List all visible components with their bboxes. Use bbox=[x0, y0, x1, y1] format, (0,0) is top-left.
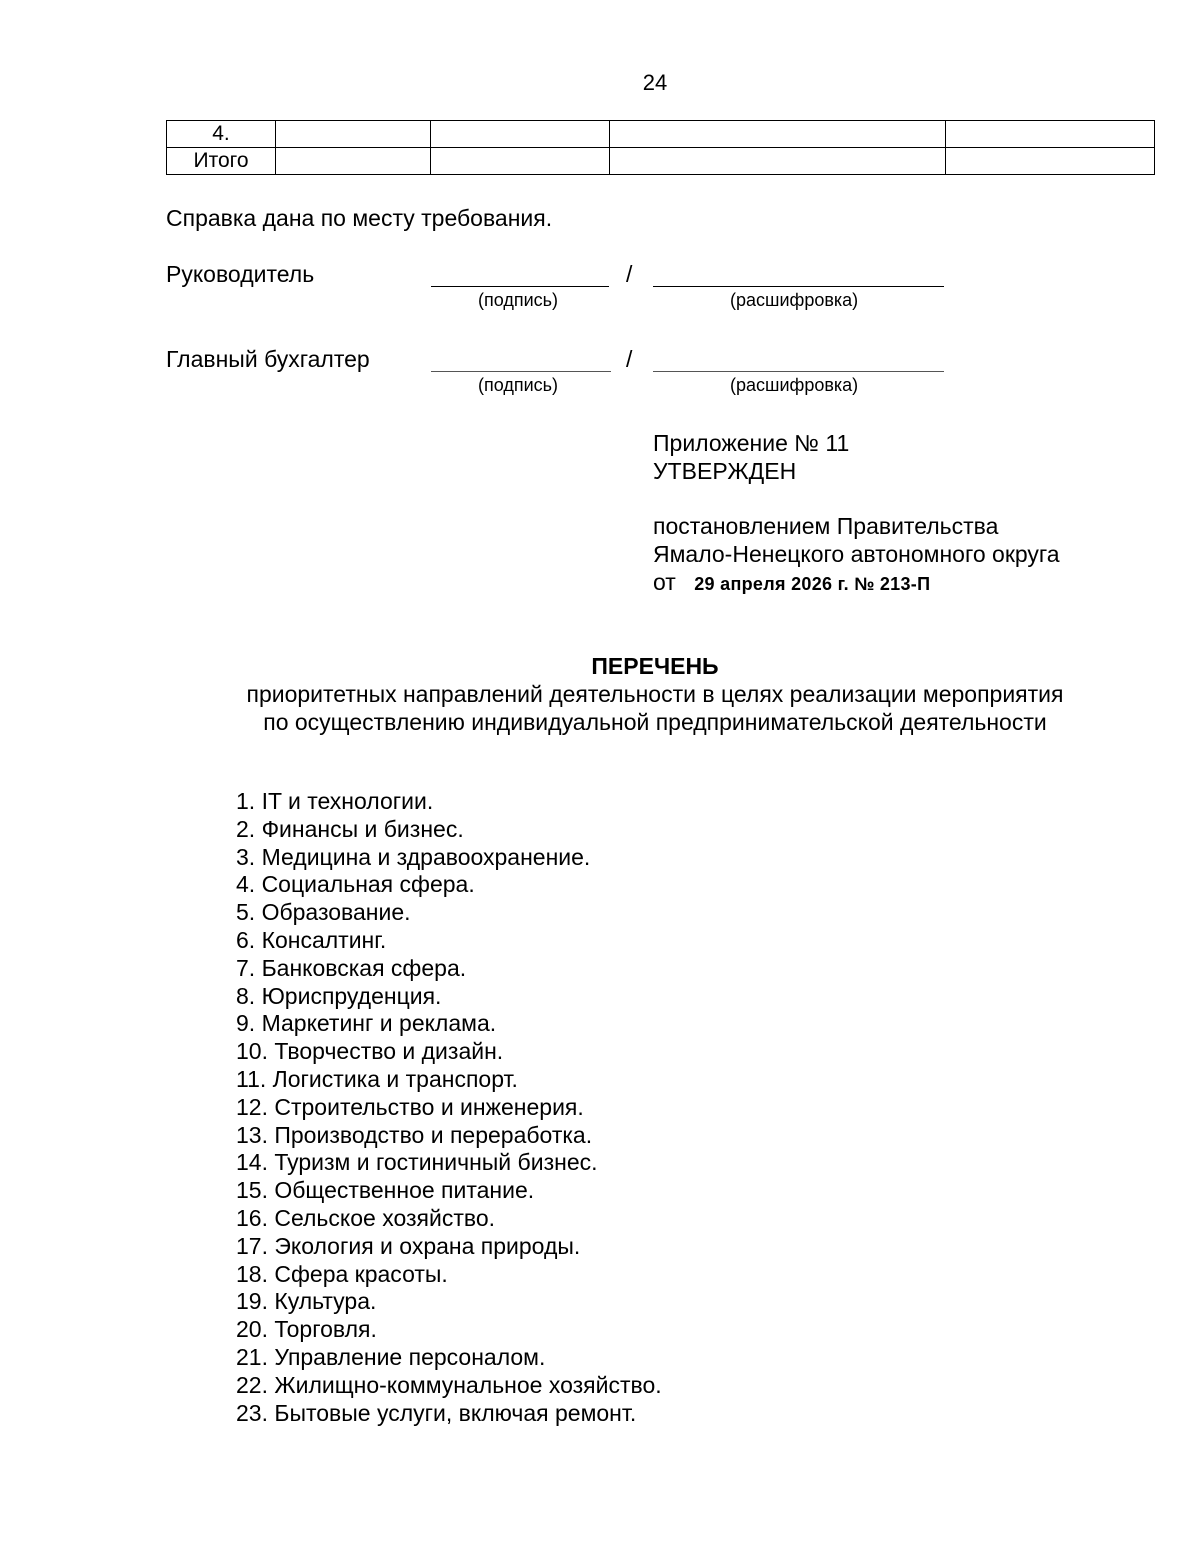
list-item: 14. Туризм и гостиничный бизнес. bbox=[236, 1149, 598, 1176]
decree-date-number: 29 апреля 2026 г. № 213-П bbox=[694, 574, 931, 594]
list-item: 5. Образование. bbox=[236, 899, 411, 926]
decree-date-line bbox=[653, 569, 930, 596]
list-item: 10. Творчество и дизайн. bbox=[236, 1038, 504, 1065]
table-cell bbox=[946, 121, 1155, 148]
list-item: 12. Строительство и инженерия. bbox=[236, 1093, 584, 1120]
list-item: 3. Медицина и здравоохранение. bbox=[236, 843, 591, 870]
list-item: 2. Финансы и бизнес. bbox=[236, 815, 464, 842]
table-cell bbox=[610, 148, 946, 175]
table-cell bbox=[276, 121, 431, 148]
decree-from-prefix: от bbox=[653, 569, 676, 595]
signature-line bbox=[431, 371, 611, 372]
list-item: 9. Маркетинг и реклама. bbox=[236, 1010, 497, 1037]
list-item: 21. Управление персоналом. bbox=[236, 1343, 546, 1370]
table-cell bbox=[276, 148, 431, 175]
signature-role-accountant: Главный бухгалтер bbox=[166, 346, 370, 372]
table-row bbox=[167, 148, 1155, 175]
list-item: 19. Культура. bbox=[236, 1288, 377, 1315]
decoding-caption: (расшифровка) bbox=[730, 375, 859, 395]
signature-separator: / bbox=[626, 261, 633, 287]
list-item: 6. Консалтинг. bbox=[236, 926, 387, 953]
signature-line bbox=[431, 286, 609, 287]
list-item: 13. Производство и переработка. bbox=[236, 1121, 593, 1148]
decoding-caption: (расшифровка) bbox=[730, 290, 859, 310]
signature-role-head: Руководитель bbox=[166, 261, 315, 287]
appendix-number: Приложение № 11 bbox=[653, 430, 850, 456]
signature-caption: (подпись) bbox=[478, 375, 559, 395]
summary-table bbox=[166, 120, 1155, 175]
document-subtitle-line-2: по осуществлению индивидуальной предпринимательской деятельности bbox=[263, 709, 1047, 735]
list-item: 20. Торговля. bbox=[236, 1316, 377, 1343]
list-item: 22. Жилищно-коммунальное хозяйство. bbox=[236, 1371, 662, 1398]
document-heading: ПЕРЕЧЕНЬ bbox=[591, 653, 719, 679]
document-title bbox=[0, 652, 1200, 736]
list-item: 7. Банковская сфера. bbox=[236, 954, 467, 981]
decoding-line bbox=[653, 371, 944, 372]
list-item: 11. Логистика и транспорт. bbox=[236, 1065, 518, 1092]
table-row bbox=[167, 121, 1155, 148]
document-subtitle-line-1: приоритетных направлений деятельности в целях реализации мероприятия bbox=[246, 681, 1064, 707]
decree-line-1: постановлением Правительства bbox=[653, 513, 999, 539]
certificate-note: Справка дана по месту требования. bbox=[166, 205, 553, 231]
table-cell: 4. bbox=[167, 121, 276, 148]
table-cell bbox=[431, 121, 610, 148]
list-item: 4. Социальная сфера. bbox=[236, 871, 475, 898]
page-number: 24 bbox=[642, 70, 668, 95]
decoding-line bbox=[653, 286, 944, 287]
list-item: 16. Сельское хозяйство. bbox=[236, 1204, 495, 1231]
list-item: 1. IT и технологии. bbox=[236, 788, 434, 814]
list-item: 23. Бытовые услуги, включая ремонт. bbox=[236, 1399, 637, 1426]
directions-list bbox=[236, 788, 662, 1427]
list-item: 8. Юриспруденция. bbox=[236, 982, 442, 1009]
list-item: 15. Общественное питание. bbox=[236, 1177, 535, 1204]
signature-caption: (подпись) bbox=[478, 290, 559, 310]
list-item: 18. Сфера красоты. bbox=[236, 1260, 448, 1287]
table-cell: Итого bbox=[167, 148, 276, 175]
appendix-approved: УТВЕРЖДЕН bbox=[653, 458, 797, 484]
table-cell bbox=[610, 121, 946, 148]
table-cell bbox=[946, 148, 1155, 175]
table-cell bbox=[431, 148, 610, 175]
decree-line-2: Ямало-Ненецкого автономного округа bbox=[653, 541, 1060, 567]
signature-separator: / bbox=[626, 346, 633, 372]
list-item: 17. Экология и охрана природы. bbox=[236, 1232, 581, 1259]
